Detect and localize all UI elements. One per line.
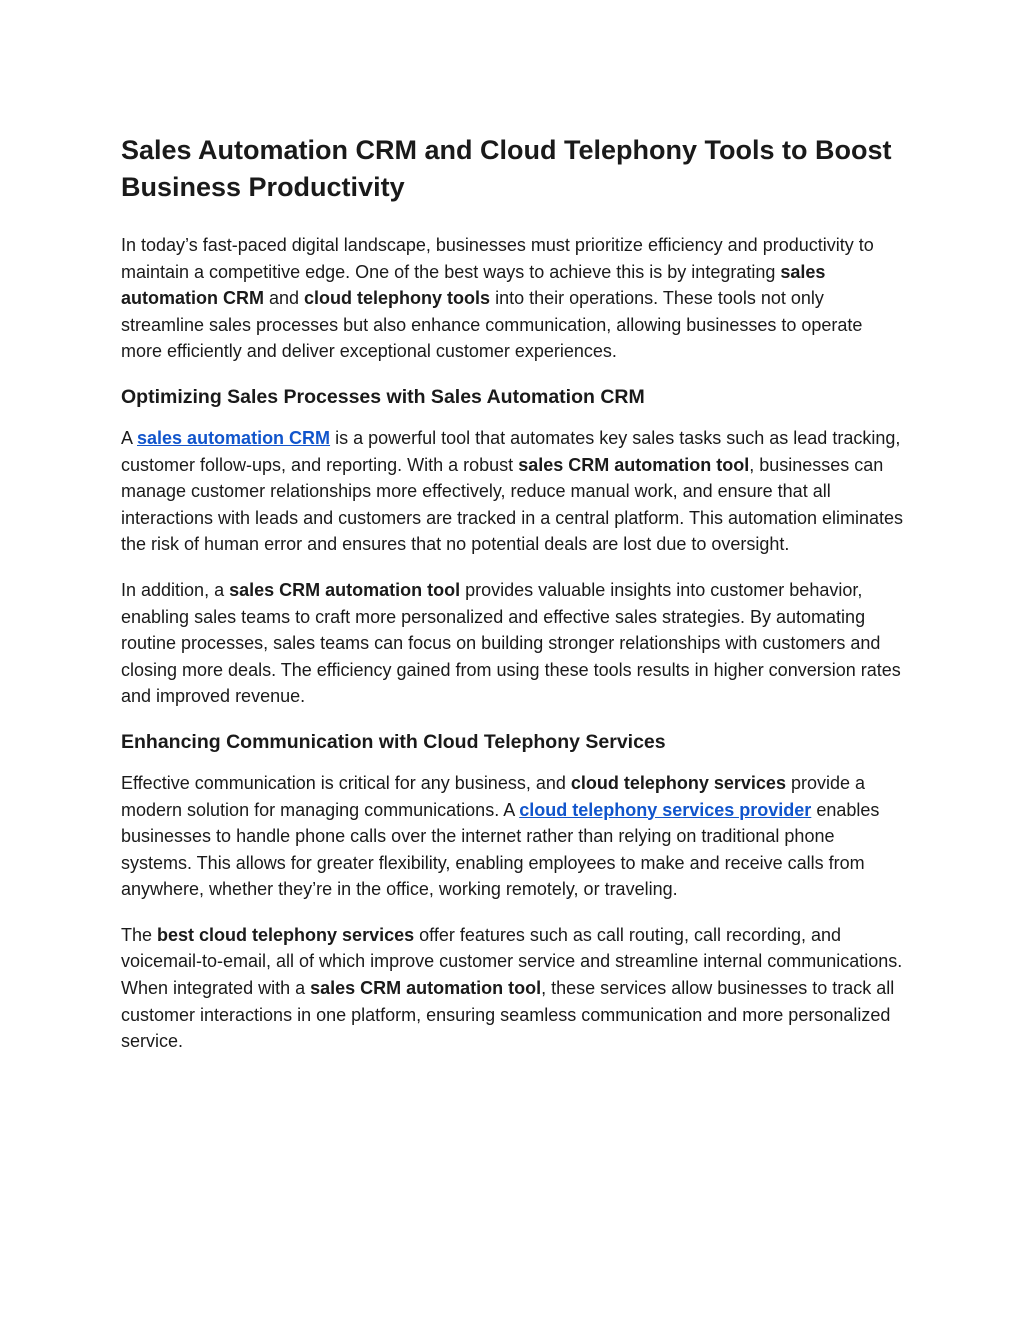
s1p1-text-3: , businesses can manage customer relationships more effectively, reduce manual work, and ensure that all interactions with leads and customers are tracked in a central platform. This automation eliminates the risk of human error and ensures that no potential deals are lost due to oversight. <box>121 454 904 555</box>
s2p1-bold: cloud telephony services <box>570 772 786 793</box>
s2p1-text-1: Effective communication is critical for any business, and <box>121 772 571 793</box>
intro-paragraph <box>121 232 906 365</box>
s1p2-text-2: provides valuable insights into customer behavior, enabling sales teams to craft more personalized and effective sales strategies. By automating routine processes, sales teams can focus on building stronger relationships with customers and closing more deals. The efficiency gained from using these tools results in higher conversion rates and improved revenue. <box>121 579 901 707</box>
section1-paragraph-1 <box>121 425 906 558</box>
intro-text-2: and <box>264 288 305 309</box>
s2p2-text-3: , these services allow businesses to track all customer interactions in one platform, ensuring seamless communication and more personalized service. <box>121 978 895 1052</box>
cloud-telephony-services-provider-link[interactable]: cloud telephony services provider <box>519 799 812 820</box>
sales-automation-crm-link[interactable]: sales automation CRM <box>137 427 331 448</box>
intro-bold-sales-automation-crm: sales automation CRM <box>121 261 826 309</box>
section2-heading: Enhancing Communication with Cloud Telephony Services <box>121 730 666 753</box>
section1-heading: Optimizing Sales Processes with Sales Automation CRM <box>121 385 645 408</box>
s2p2-bold-2: sales CRM automation tool <box>310 978 542 999</box>
s1p2-text-1: In addition, a <box>121 579 230 600</box>
s1p1-text-2: is a powerful tool that automates key sales tasks such as lead tracking, customer follow-ups, and reporting. With a robust <box>121 427 901 475</box>
s1p1-bold: sales CRM automation tool <box>518 454 750 475</box>
s2p1-text-2: provide a modern solution for managing communications. A <box>121 772 866 820</box>
s2p2-text-2: offer features such as call routing, call recording, and voicemail-to-email, all of which improve customer service and streamline internal communications. When integrated with a <box>121 924 903 999</box>
s2p2-text-1: The <box>121 924 158 945</box>
s1p1-text-1: A <box>121 427 138 448</box>
section2-paragraph-1 <box>121 770 906 903</box>
s2p2-bold-1: best cloud telephony services <box>157 924 415 945</box>
s2p1-text-3: enables businesses to handle phone calls over the internet rather than relying on traditional phone systems. This allows for greater flexibility, enabling employees to make and receive calls from anywhere, whether they’re in the office, working remotely, or traveling. <box>121 799 880 900</box>
intro-text-1: In today’s fast-paced digital landscape, businesses must prioritize efficiency and productivity to maintain a competitive edge. One of the best ways to achieve this is by integrating <box>121 235 874 282</box>
section1-paragraph-2 <box>121 577 906 710</box>
section2-paragraph-2 <box>121 922 906 1055</box>
page-title: Sales Automation CRM and Cloud Telephony Tools to Boost Business Productivity <box>121 135 892 202</box>
intro-bold-cloud-telephony-tools: cloud telephony tools <box>304 288 491 309</box>
document-page <box>121 132 906 1074</box>
intro-text-3: into their operations. These tools not only streamline sales processes but also enhance communication, allowing businesses to operate more efficiently and deliver exceptional customer experiences. <box>121 288 863 362</box>
s1p2-bold: sales CRM automation tool <box>229 579 461 600</box>
